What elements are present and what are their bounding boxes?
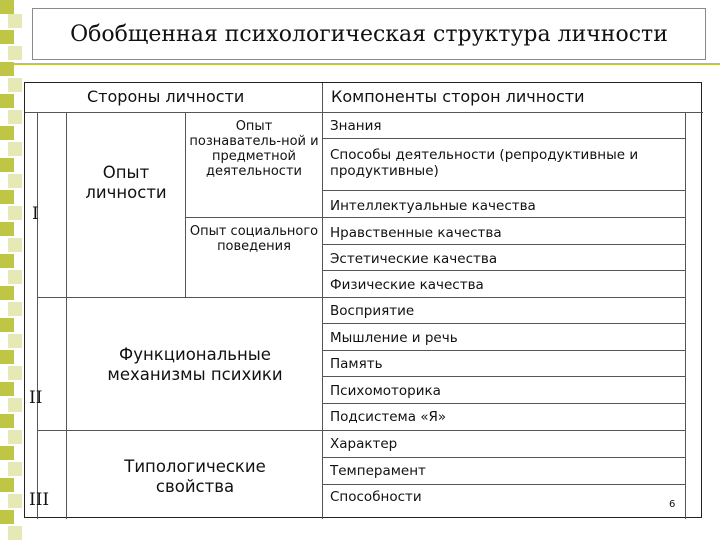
decor-square (0, 158, 14, 172)
component-item: Нравственные качества (330, 225, 502, 241)
decor-square (8, 78, 22, 92)
component-item: Характер (330, 436, 398, 452)
side-label: Типологические свойства (124, 457, 266, 496)
decor-square (8, 526, 22, 540)
component-item: Способности (330, 489, 422, 505)
decor-square (0, 318, 14, 332)
component-item: Подсистема «Я» (330, 409, 447, 425)
component-item: Память (330, 356, 383, 372)
decor-square (0, 286, 14, 300)
decor-square (0, 382, 14, 396)
header-components: Компоненты сторон личности (331, 87, 585, 106)
component-item: Способы деятельности (репродуктивные и продуктивные) (330, 147, 639, 179)
decor-square (8, 462, 22, 476)
row-divider (25, 112, 703, 113)
decor-square (0, 414, 14, 428)
decor-square (0, 478, 14, 492)
row-divider (322, 323, 685, 324)
column-divider (66, 113, 67, 519)
component-item: Знания (330, 118, 382, 134)
column-divider (685, 113, 686, 519)
row-divider (322, 403, 685, 404)
column-divider (322, 83, 323, 519)
decor-square (8, 366, 22, 380)
component-item: Психомоторика (330, 383, 441, 399)
decor-square (8, 14, 22, 28)
column-divider (185, 113, 186, 297)
decor-square (8, 334, 22, 348)
row-divider (185, 217, 685, 218)
group-number: I (32, 204, 39, 224)
decor-square (8, 238, 22, 252)
decor-square (8, 270, 22, 284)
decor-square (8, 398, 22, 412)
decor-square (0, 446, 14, 460)
subside-label: Опыт социального поведения (189, 224, 319, 254)
component-item: Темперамент (330, 463, 426, 479)
row-divider (37, 430, 685, 431)
decor-square (8, 46, 22, 60)
component-item: Восприятие (330, 303, 415, 319)
page-number: 6 (669, 499, 676, 510)
column-divider (37, 113, 38, 519)
decor-square (0, 350, 14, 364)
row-divider (322, 270, 685, 271)
decor-square (0, 254, 14, 268)
row-divider (322, 350, 685, 351)
component-item: Физические качества (330, 277, 484, 293)
header-sides: Стороны личности (87, 87, 245, 106)
component-item: Эстетические качества (330, 251, 498, 267)
row-divider (322, 190, 685, 191)
row-divider (322, 376, 685, 377)
decor-square (8, 302, 22, 316)
row-divider (322, 244, 685, 245)
subside-label: Опыт познаватель-ной и предметной деятельности (189, 119, 319, 179)
decor-square (8, 494, 22, 508)
decorative-side-bar (0, 0, 24, 540)
row-divider (322, 138, 685, 139)
row-divider (322, 484, 685, 485)
decor-square (0, 510, 14, 524)
decor-square (0, 126, 14, 140)
decor-square (8, 430, 22, 444)
decorative-horizontal-line (0, 63, 720, 65)
side-label: Функциональные механизмы психики (107, 345, 283, 384)
row-divider (322, 457, 685, 458)
group-number: II (29, 388, 43, 408)
component-item: Мышление и речь (330, 330, 458, 346)
component-item: Интеллектуальные качества (330, 198, 536, 214)
slide-title-text: Обобщенная психологическая структура личности (70, 21, 668, 47)
slide-title (32, 8, 706, 60)
decor-square (8, 206, 22, 220)
decor-square (8, 142, 22, 156)
decor-square (0, 190, 14, 204)
row-divider (37, 297, 685, 298)
decor-square (0, 222, 14, 236)
decor-square (0, 0, 14, 14)
group-number: III (29, 490, 50, 510)
decor-square (0, 30, 14, 44)
decor-square (8, 174, 22, 188)
decor-square (0, 94, 14, 108)
decor-square (8, 110, 22, 124)
structure-table (24, 82, 702, 518)
side-label: Опыт личности (85, 163, 167, 202)
